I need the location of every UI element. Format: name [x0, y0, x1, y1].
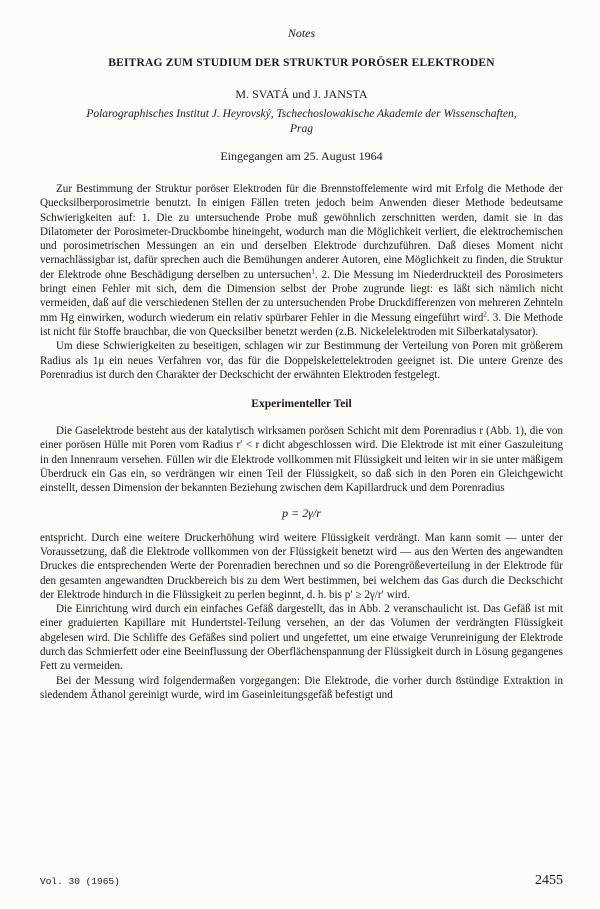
paragraph-proposal: Um diese Schwierigkeiten zu beseitigen, schlagen wir zur Bestimmung der Verteilung von Poren mit größerem Radius als 1μ ein neues Verfahren vor, das für die Doppelskelettelektroden geeignet ist. Die untere Grenze des Porenradius ist durch den Charakter der Deckschicht der erwähnten Elektroden festgelegt.	[40, 340, 563, 381]
affiliation-line-1: Polarographisches Institut J. Heyrovský, Tschechoslowakische Akademie der Wissenschaften,	[86, 108, 517, 120]
paragraph-apparatus: Die Einrichtung wird durch ein einfaches Gefäß dargestellt, das in Abb. 2 veranschaulicht ist. Das Gefäß ist mit einer graduierten Kapillare mit Hundertstel-Teilung versehen, an der das Volumen der verdrängten Flüssigkeit abgelesen wird. Die Schliffe des Gefäßes sind poliert und ungefettet, um eine etwaige Verunreinigung der Elektrode durch das Schmierfett oder eine Beeinflussung der Oberflächenspannung der Flüssigkeit durch in Lösung gegangenes Fett zu vermeiden.	[40, 603, 563, 673]
authors: M. SVATÁ und J. JANSTA	[235, 87, 368, 101]
paragraph-pressure: entspricht. Durch eine weitere Druckerhöhung wird weitere Flüssigkeit verdrängt. Man kann somit — unter der Voraussetzung, daß die Elektrode vollkommen von der Flüssigkeit benetzt wird — aus den Werten des angewandten Druckes die entsprechenden Werte der Porenradien berechnen und so die Porengrößeverteilung in der Elektrode für den gesamten angewandten Druckbereich bis zu dem Wert bestimmen, bei welchem das Gas durch die Deckschicht der Elektrode hindurch in die Flüssigkeit zu perlen beginnt, d. h. bis p′ ≥ 2γ/r′ wird.	[40, 531, 563, 601]
journal-volume: Vol. 30 (1965)	[40, 876, 120, 887]
paragraph-intro-part-2: . 2. Die Messung im Niederdruckteil des Porosimeters bringt einen Fehler mit sich, dem die Dimension selbst der Probe zugrunde liegt: es läßt sich nämlich nicht vermeiden, daß auf die verschiedenen Stellen der zu untersuchenden Probe Druckdifferenzen von mehreren Zehnteln mm Hg einwirken, wodurch wiederum ein relativ spürbarer Fehler in die Messung eingeführt wird	[40, 268, 563, 324]
reference-2: 2	[483, 309, 487, 318]
affiliation-line-2: Prag	[290, 123, 313, 135]
paragraph-intro-part-1: Zur Bestimmung der Struktur poröser Elektroden für die Brennstoffelemente wird mit Erfolg die Methode der Quecksilberporosimetrie benutzt. In einigen Fällen treten jedoch beim Anwenden dieser Methode bedeutsame Schwierigkeiten auf: 1. Die zu untersuchende Probe muß gewöhnlich zerschnitten werden, damit sie in das Dilatometer der Porosimeter-Druckbombe hineingeht, wodurch man die Möglichkeit verliert, die elektrochemischen und porosimetrischen Messungen an ein und derselben Elektrode durchzuführen. Daß dieses Moment nicht vernachlässigbar ist, dafür sprechen auch die Bemühungen anderer Autoren, eine Möglichkeit zu finden, die Struktur der Elektrode ohne Beschädigung derselben zu untersuchen	[40, 183, 563, 281]
received-date: Eingegangen am 25. August 1964	[220, 149, 383, 163]
article-title: BEITRAG ZUM STUDIUM DER STRUKTUR PORÖSER ELEKTRODEN	[108, 57, 495, 69]
equation-capillary-pressure: p = 2γ/r	[282, 505, 321, 520]
paragraph-intro	[40, 182, 563, 339]
affiliation	[40, 107, 563, 137]
section-label: Notes	[287, 26, 316, 40]
page-number: 2455	[535, 873, 563, 888]
page-footer	[40, 873, 563, 889]
paragraph-electrode: Die Gaselektrode besteht aus der katalytisch wirksamen porösen Schicht mit dem Porenradius r (Abb. 1), die von einer porösen Hülle mit Poren vom Radius r′ < r dicht abgeschlossen wird. Die Elektrode ist mit einer Gaszuleitung in den Innenraum versehen. Füllen wir die Elektrode vollkommen mit Flüssigkeit und leiten wir in sie unter mäßigem Überdruck ein Gas ein, so verdrängen wir einen Teil der Flüssigkeit, so daß sich in den Poren ein Gleichgewicht einstellt, dessen Dimension der bekannten Beziehung zwischen dem Kapillardruck und dem Porenradius	[40, 425, 563, 495]
paragraph-procedure: Bei der Messung wird folgendermaßen vorgegangen: Die Elektrode, die vorher durch 8stündige Extraktion in siedendem Äthanol gereinigt wurde, wird im Gaseinleitungsgefäß befestigt und	[40, 674, 563, 701]
section-heading-experimental: Experimenteller Teil	[251, 398, 352, 411]
paragraph-intro-part-3: . 3. Die Methode ist nicht für Stoffe brauchbar, die von Quecksilber benetzt werden (z.B. Nickelelektroden mit Silberkatalysator).	[40, 311, 563, 338]
page	[40, 26, 563, 702]
reference-1: 1	[311, 267, 315, 276]
